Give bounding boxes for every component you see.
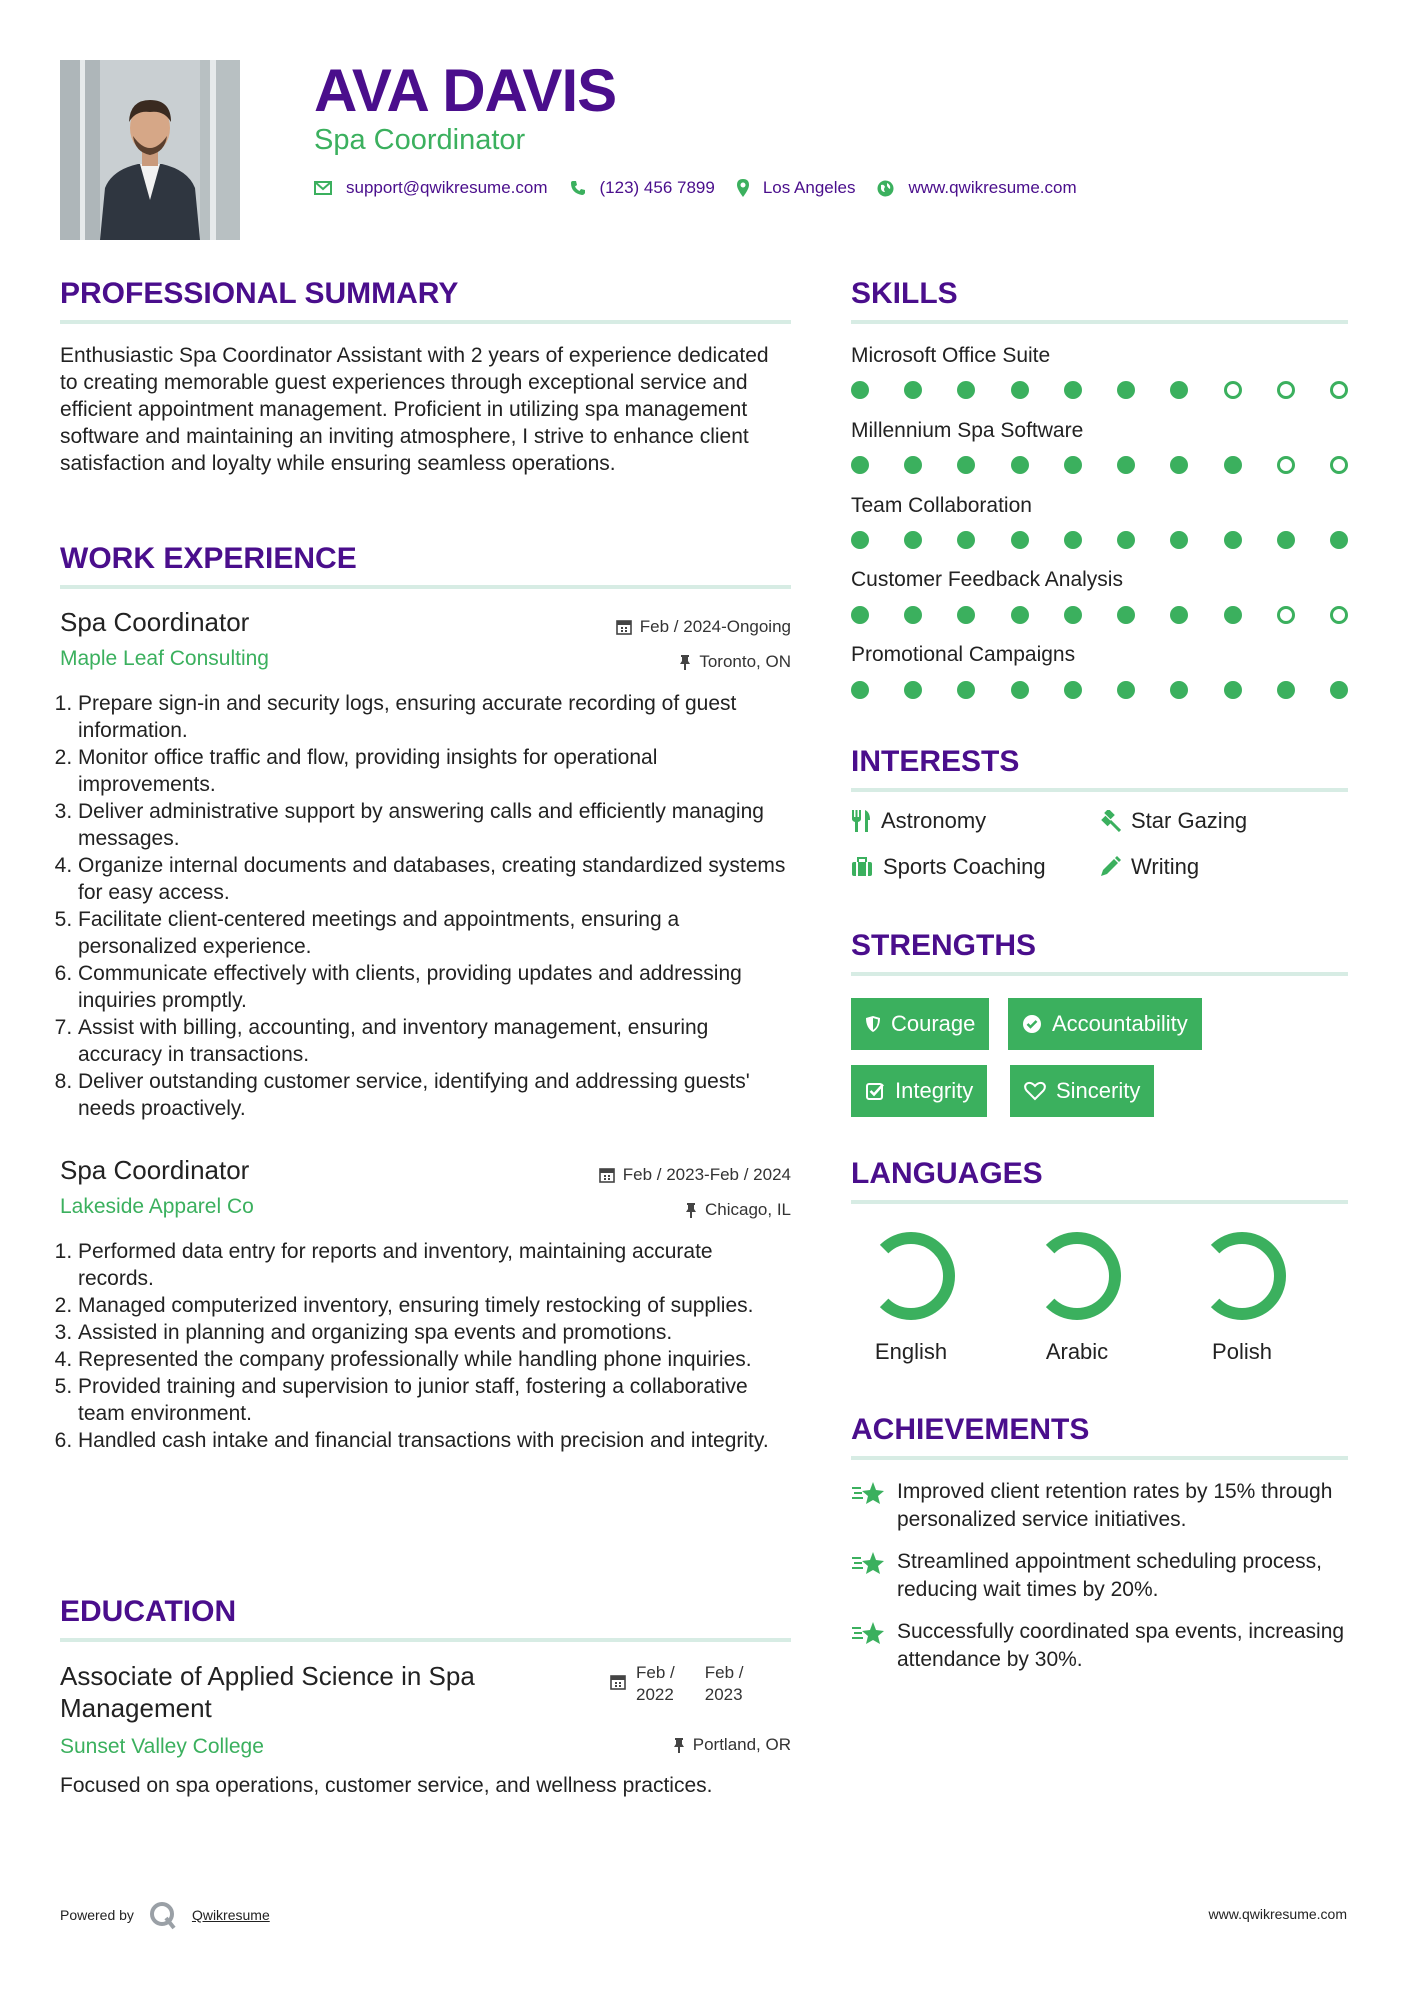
job-location-text: Toronto, ON: [699, 652, 791, 671]
candidate-name: AVA DAVIS: [314, 57, 617, 124]
rating-dot-filled: [904, 381, 922, 399]
rating-dot-filled: [1064, 456, 1082, 474]
skill-name: Team Collaboration: [851, 494, 1032, 517]
rating-dot-filled: [1117, 381, 1135, 399]
candidate-title: Spa Coordinator: [314, 124, 526, 156]
company-name: Lakeside Apparel Co: [60, 1195, 254, 1218]
strengths-heading: STRENGTHS: [851, 929, 1037, 962]
rating-dot-filled: [1117, 606, 1135, 624]
education-end-year: 2023: [704, 1685, 743, 1704]
job-location-text: Chicago, IL: [705, 1200, 791, 1219]
shooting-star-icon: [851, 1620, 885, 1646]
skill-name: Promotional Campaigns: [851, 643, 1076, 666]
language-item: [1182, 1226, 1302, 1365]
list-item: 4. Represented the company professionally while handling phone inquiries.: [78, 1346, 791, 1373]
rating-dot-filled: [1011, 681, 1029, 699]
rating-dot-filled: [1064, 681, 1082, 699]
interest-label: Sports Coaching: [883, 854, 1046, 879]
job-location: [685, 1199, 791, 1221]
list-item: 5. Facilitate client-centered meetings and appointments, ensuring a personalized experience.: [78, 906, 791, 960]
rating-dot-filled: [1277, 681, 1295, 699]
skill-rating: [851, 606, 1348, 624]
education-dates: [610, 1662, 744, 1706]
achievement-text: Successfully coordinated spa events, increasing attendance by 30%.: [897, 1620, 1345, 1671]
achievement-text: Streamlined appointment scheduling process, reducing wait times by 20%.: [897, 1550, 1322, 1601]
pencil-icon: [1099, 856, 1121, 878]
summary-heading: PROFESSIONAL SUMMARY: [60, 277, 459, 310]
qwikresume-logo-icon: [148, 1900, 178, 1930]
location-text: Los Angeles: [762, 178, 856, 197]
achievement-item: [851, 1478, 1348, 1534]
achievements-divider: [851, 1456, 1348, 1460]
job-location: [679, 651, 791, 673]
rating-dot-filled: [1011, 381, 1029, 399]
heart-icon: [1024, 1081, 1046, 1101]
rating-dot-empty: [1277, 606, 1295, 624]
strength-badge: [1010, 1065, 1154, 1117]
pushpin-icon: [685, 1202, 697, 1218]
list-item: 6. Handled cash intake and financial transactions with precision and integrity.: [78, 1427, 791, 1454]
rating-dot-filled: [851, 456, 869, 474]
rating-dot-filled: [957, 381, 975, 399]
strengths-divider: [851, 972, 1348, 976]
education-start: [636, 1662, 675, 1706]
phone-text: (123) 456 7899: [599, 178, 715, 197]
interest-item: [851, 854, 1046, 880]
rating-dot-filled: [957, 681, 975, 699]
rating-dot-filled: [1117, 531, 1135, 549]
language-item: [851, 1226, 971, 1365]
skill-rating: [851, 681, 1348, 699]
interest-label: Star Gazing: [1131, 808, 1248, 833]
skills-heading: SKILLS: [851, 277, 958, 310]
skill-name: Customer Feedback Analysis: [851, 568, 1123, 591]
achievement-text: Improved client retention rates by 15% through personalized service initiatives.: [897, 1480, 1333, 1531]
contact-email[interactable]: [314, 178, 548, 198]
rating-dot-filled: [1330, 531, 1348, 549]
interests-heading: INTERESTS: [851, 745, 1020, 778]
language-item: [1017, 1226, 1137, 1365]
rating-dot-filled: [957, 531, 975, 549]
list-item: 7. Assist with billing, accounting, and inventory management, ensuring accuracy in transactions.: [78, 1014, 791, 1068]
portrait-image: [60, 60, 240, 240]
language-ring: [1192, 1226, 1292, 1326]
rating-dot-filled: [1117, 456, 1135, 474]
rating-dot-filled: [1064, 531, 1082, 549]
list-item: 1. Prepare sign-in and security logs, ensuring accurate recording of guest information.: [78, 690, 791, 744]
rating-dot-empty: [1224, 381, 1242, 399]
education-location: [673, 1734, 791, 1756]
rating-dot-filled: [1170, 681, 1188, 699]
strength-label: Accountability: [1052, 1011, 1188, 1036]
language-ring: [1027, 1226, 1127, 1326]
rating-dot-filled: [904, 456, 922, 474]
skill-rating: [851, 381, 1348, 399]
rating-dot-empty: [1277, 381, 1295, 399]
contact-phone[interactable]: [570, 178, 715, 198]
rating-dot-filled: [904, 531, 922, 549]
rating-dot-filled: [1224, 681, 1242, 699]
rating-dot-filled: [1170, 531, 1188, 549]
degree-title: Associate of Applied Science in Spa Management: [60, 1661, 475, 1723]
shooting-star-icon: [851, 1550, 885, 1576]
languages-divider: [851, 1200, 1348, 1204]
rating-dot-filled: [851, 381, 869, 399]
rating-dot-filled: [1224, 606, 1242, 624]
list-item: 4. Organize internal documents and databases, creating standardized systems for easy access.: [78, 852, 791, 906]
contact-location: [737, 178, 856, 198]
website-text: www.qwikresume.com: [908, 178, 1077, 197]
strength-badge: [851, 1065, 987, 1117]
pushpin-icon: [679, 654, 691, 670]
rating-dot-filled: [1064, 381, 1082, 399]
interest-item: [1099, 854, 1199, 880]
summary-divider: [60, 320, 791, 324]
skills-divider: [851, 320, 1348, 324]
education-location-text: Portland, OR: [692, 1735, 791, 1754]
shooting-star-icon: [851, 1480, 885, 1506]
strength-badge: [851, 998, 989, 1050]
shield-icon: [865, 1015, 881, 1033]
skill-rating: [851, 531, 1348, 549]
achievements-heading: ACHIEVEMENTS: [851, 1413, 1090, 1446]
rating-dot-empty: [1277, 456, 1295, 474]
skill-rating: [851, 456, 1348, 474]
rating-dot-filled: [904, 606, 922, 624]
rating-dot-filled: [1064, 606, 1082, 624]
calendar-icon: [610, 1674, 626, 1690]
rating-dot-filled: [1011, 606, 1029, 624]
job-responsibilities: [60, 690, 791, 1122]
skill-name: Millennium Spa Software: [851, 419, 1084, 442]
strength-label: Integrity: [895, 1078, 974, 1103]
interests-divider: [851, 788, 1348, 792]
email-text: support@qwikresume.com: [346, 178, 548, 197]
footer-url[interactable]: www.qwikresume.com: [1208, 1906, 1347, 1922]
education-end: [705, 1662, 744, 1706]
calendar-icon: [599, 1167, 615, 1183]
rating-dot-filled: [1170, 606, 1188, 624]
language-label: Polish: [1212, 1339, 1272, 1364]
utensils-icon: [851, 810, 871, 832]
powered-by-text: Powered by: [60, 1907, 134, 1923]
interest-item: [1099, 808, 1247, 834]
rating-dot-filled: [1117, 681, 1135, 699]
education-heading: EDUCATION: [60, 1595, 237, 1628]
list-item: 3. Assisted in planning and organizing spa events and promotions.: [78, 1319, 791, 1346]
education-start-year: 2022: [636, 1685, 674, 1704]
rating-dot-filled: [1224, 456, 1242, 474]
rating-dot-filled: [1170, 456, 1188, 474]
profile-photo: [60, 60, 240, 240]
interest-item: [851, 808, 986, 834]
achievement-item: [851, 1618, 1348, 1674]
company-name: Maple Leaf Consulting: [60, 647, 269, 670]
language-label: Arabic: [1045, 1339, 1109, 1364]
job-dates-text: Feb / 2023-Feb / 2024: [622, 1165, 791, 1184]
calendar-icon: [616, 619, 632, 635]
strength-label: Sincerity: [1056, 1078, 1141, 1103]
list-item: 2. Managed computerized inventory, ensuring timely restocking of supplies.: [78, 1292, 791, 1319]
education-end-month: Feb /: [704, 1663, 744, 1682]
map-pin-icon: [737, 179, 749, 197]
job-title: Spa Coordinator: [60, 1155, 250, 1185]
languages-heading: LANGUAGES: [851, 1157, 1043, 1190]
rating-dot-empty: [1330, 381, 1348, 399]
footer-branding: [60, 1900, 270, 1930]
job-responsibilities: [60, 1238, 791, 1454]
rating-dot-filled: [851, 531, 869, 549]
check-circle-icon: [1022, 1014, 1042, 1034]
language-label: English: [874, 1339, 948, 1364]
envelope-icon: [314, 181, 332, 195]
school-name: Sunset Valley College: [60, 1735, 264, 1758]
gavel-icon: [1099, 810, 1121, 832]
education-description: Focused on spa operations, customer service, and wellness practices.: [60, 1774, 713, 1797]
phone-icon: [570, 180, 586, 196]
briefcase-icon: [851, 857, 873, 877]
job-dates-text: Feb / 2024-Ongoing: [639, 617, 791, 636]
rating-dot-filled: [851, 606, 869, 624]
rating-dot-empty: [1330, 606, 1348, 624]
summary-text: Enthusiastic Spa Coordinator Assistant with 2 years of experience dedicated to creating memorable guest experiences through exceptional service and efficient appointment management. Proficient in utilizing spa management software and maintaining an inviting atmosphere, I strive to enhance client satisfaction and loyalty while ensuring seamless operations.: [60, 344, 769, 475]
interest-label: Writing: [1131, 854, 1200, 879]
rating-dot-filled: [957, 456, 975, 474]
experience-heading: WORK EXPERIENCE: [60, 542, 357, 575]
education-divider: [60, 1638, 791, 1642]
list-item: 8. Deliver outstanding customer service, identifying and addressing guests' needs proactively.: [78, 1068, 791, 1122]
rating-dot-empty: [1330, 456, 1348, 474]
contact-bar: [314, 178, 1099, 198]
rating-dot-filled: [1011, 456, 1029, 474]
strength-badge: [1008, 998, 1202, 1050]
rating-dot-filled: [1170, 381, 1188, 399]
rating-dot-filled: [1224, 531, 1242, 549]
rating-dot-filled: [904, 681, 922, 699]
check-square-icon: [865, 1081, 885, 1101]
brand-link[interactable]: Qwikresume: [191, 1907, 270, 1923]
education-start-month: Feb /: [636, 1663, 675, 1682]
list-item: 1. Performed data entry for reports and inventory, maintaining accurate records.: [78, 1238, 791, 1292]
strength-label: Courage: [891, 1011, 976, 1036]
rating-dot-filled: [957, 606, 975, 624]
list-item: 5. Provided training and supervision to junior staff, fostering a collaborative team environment.: [78, 1373, 791, 1427]
contact-website[interactable]: [877, 178, 1076, 198]
language-ring: [861, 1226, 961, 1326]
skill-name: Microsoft Office Suite: [851, 344, 1051, 367]
job-dates: [616, 616, 791, 638]
list-item: 3. Deliver administrative support by answering calls and efficiently managing messages.: [78, 798, 791, 852]
achievement-item: [851, 1548, 1348, 1604]
job-dates: [599, 1164, 791, 1186]
list-item: 6. Communicate effectively with clients, providing updates and addressing inquiries promptly.: [78, 960, 791, 1014]
globe-icon: [877, 180, 894, 197]
job-title: Spa Coordinator: [60, 607, 250, 637]
pushpin-icon: [673, 1737, 685, 1753]
rating-dot-filled: [1011, 531, 1029, 549]
list-item: 2. Monitor office traffic and flow, providing insights for operational improvements.: [78, 744, 791, 798]
interest-label: Astronomy: [881, 808, 987, 833]
rating-dot-filled: [851, 681, 869, 699]
rating-dot-filled: [1277, 531, 1295, 549]
rating-dot-filled: [1330, 681, 1348, 699]
experience-divider: [60, 585, 791, 589]
